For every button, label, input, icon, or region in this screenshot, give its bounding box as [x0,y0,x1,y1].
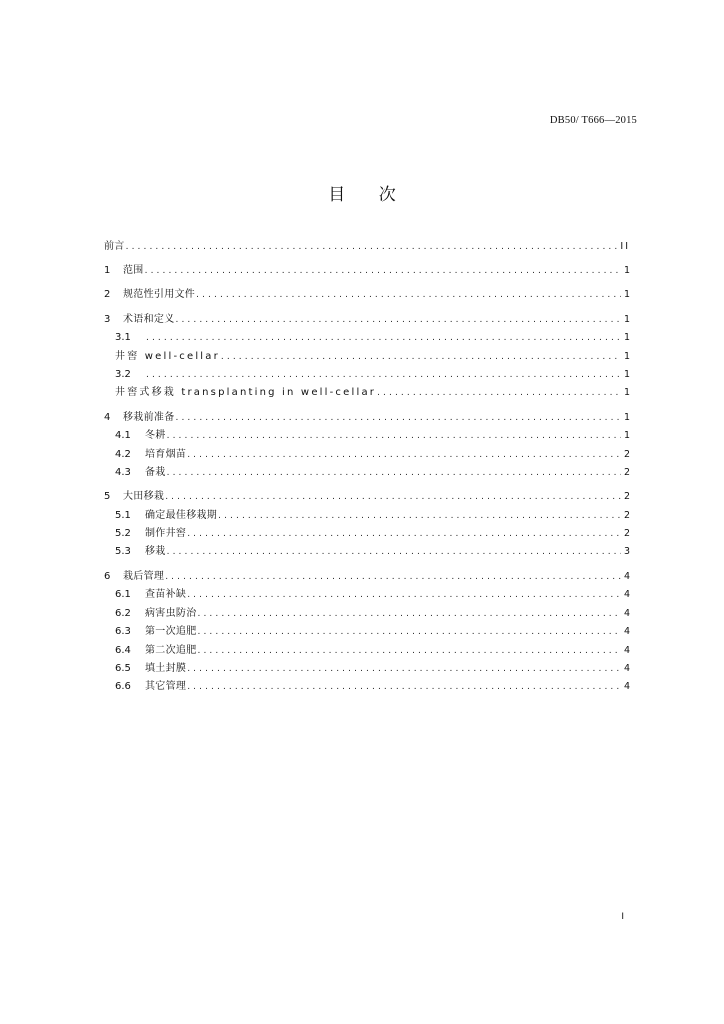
toc-entry-page: II [620,241,630,252]
toc-leader-dots [165,491,621,503]
toc-entry-label: 规范性引用文件 [123,289,196,300]
toc-leader-dots [167,546,621,558]
toc-leader-dots [126,241,618,253]
toc-entry[interactable] [104,283,630,301]
toc-entry[interactable] [104,259,630,277]
toc-entry-number: 4 [104,411,111,423]
toc-leader-dots [145,265,621,277]
toc-entry-number: 6.1 [115,589,131,600]
toc-entry-page: 4 [623,663,630,674]
toc-entry-label: 第一次追肥 [145,626,197,637]
toc-entry[interactable] [104,461,630,479]
toc-entry-number: 4.1 [115,430,131,441]
toc-entry-page: 1 [623,411,630,423]
standard-code: DB50/ T666—2015 [549,115,637,126]
toc-entry-page: 1 [623,332,630,343]
toc-entry-number: 5.2 [115,528,131,539]
toc-leader-dots [187,449,621,461]
toc-leader-dots [167,430,621,442]
toc-leader-dots [146,332,621,344]
toc-entry-page: 4 [623,644,630,656]
toc-leader-dots [176,314,621,326]
toc-entry-label: 前言 [104,241,125,252]
toc-entry-label: 培育烟苗 [145,448,187,460]
toc-entry-page: 2 [623,528,630,539]
toc-entry-label: 大田移栽 [123,491,165,502]
toc-entry-label: 术语和定义 [123,313,175,325]
toc-entry-label: 确定最佳移栽期 [145,509,218,521]
toc-entry-label: 范围 [123,265,144,276]
toc-entry[interactable] [104,522,630,541]
toc-entry-label: 栽后管理 [123,570,165,582]
toc-entry-label: 备栽 [145,466,166,478]
toc-entry[interactable] [104,540,630,558]
toc-entry-page: 2 [623,509,630,521]
toc-leader-dots [167,467,621,479]
toc-entry-number: 4.2 [115,448,131,460]
toc-entry[interactable] [104,564,630,583]
toc-entry-number: 1 [104,265,111,276]
toc-entry-label: 冬耕 [145,430,166,441]
toc-leader-dots [218,510,621,522]
toc-entry-page: 4 [623,607,630,619]
toc-entry-label: 查苗补缺 [145,589,187,600]
toc-entry-number: 3.2 [115,369,131,380]
toc-entry[interactable] [104,657,630,676]
toc-entry-label: 填土封膜 [145,663,187,674]
toc-entry[interactable] [104,583,630,602]
toc-leader-dots [221,351,621,363]
toc-entry-page: 4 [623,681,630,692]
toc-entry[interactable] [104,601,630,620]
toc-entry-page: 4 [623,626,630,637]
toc-entry[interactable] [104,620,630,639]
toc-entry-label: 移栽 [145,546,166,557]
toc-entry-page: 1 [623,369,630,380]
toc-entry-page: 1 [623,265,630,276]
toc-entry[interactable] [104,675,630,693]
toc-entry-number: 6.5 [115,663,131,674]
toc-entry[interactable] [104,405,630,424]
toc-entry-number: 6.4 [115,644,131,656]
toc-entry[interactable] [104,344,630,363]
toc-entry[interactable] [104,503,630,522]
toc-entry-number: 3 [104,313,111,325]
toc-entry-page: 1 [623,350,630,362]
toc-leader-dots [198,608,621,620]
toc-entry-number: 5.3 [115,546,131,557]
toc-entry-page: 1 [623,430,630,441]
toc-entry[interactable] [104,485,630,504]
toc-entry[interactable] [104,363,630,382]
toc-entry-number: 3.1 [115,332,131,343]
toc-entry-page: 3 [623,546,630,557]
toc-entry-page: 2 [623,466,630,478]
toc-entry-label: 制作井窖 [145,528,187,539]
toc-leader-dots [196,289,621,301]
toc-entry-page: 4 [623,570,630,582]
toc-entry-page: 2 [623,491,630,502]
toc-leader-dots [198,645,621,657]
toc-entry-number: 6 [104,570,111,582]
toc-entry-number: 6.6 [115,681,131,692]
toc-entry-page: 1 [623,289,630,300]
page-title: 目 次 [328,185,410,205]
toc-entry-label: 第二次追肥 [145,644,197,656]
toc-entry[interactable] [104,424,630,443]
toc-entry-label: 井窖 well-cellar [115,350,220,362]
toc-leader-dots [165,571,621,583]
toc-entry-number: 2 [104,289,111,300]
toc-leader-dots [187,681,621,693]
toc-entry-number: 6.2 [115,607,131,619]
toc-entry-page: 1 [623,387,630,398]
toc-entry[interactable] [104,326,630,345]
toc-leader-dots [377,387,621,399]
toc-leader-dots [146,369,621,381]
toc-leader-dots [187,528,621,540]
toc-entry-page: 4 [623,589,630,600]
toc-entry[interactable] [104,307,630,326]
toc-entry[interactable] [104,381,630,399]
toc-entry-number: 5.1 [115,509,131,521]
table-of-contents [104,235,630,699]
toc-entry-label: 其它管理 [145,681,187,692]
toc-entry[interactable] [104,235,630,253]
toc-entry-number: 6.3 [115,626,131,637]
toc-entry-label: 井窖式移栽 transplanting in well-cellar [115,387,377,398]
toc-leader-dots [198,626,621,638]
footer-page-number: I [621,912,624,922]
toc-entry-number: 4.3 [115,466,131,478]
toc-entry-number: 5 [104,491,111,502]
toc-entry[interactable] [104,638,630,657]
toc-entry[interactable] [104,442,630,461]
toc-entry-label: 病害虫防治 [145,607,197,619]
toc-entry-label: 移栽前准备 [123,411,175,423]
toc-entry-page: 1 [623,313,630,325]
toc-leader-dots [176,412,621,424]
toc-entry-page: 2 [623,448,630,460]
toc-leader-dots [187,589,621,601]
toc-leader-dots [187,663,621,675]
